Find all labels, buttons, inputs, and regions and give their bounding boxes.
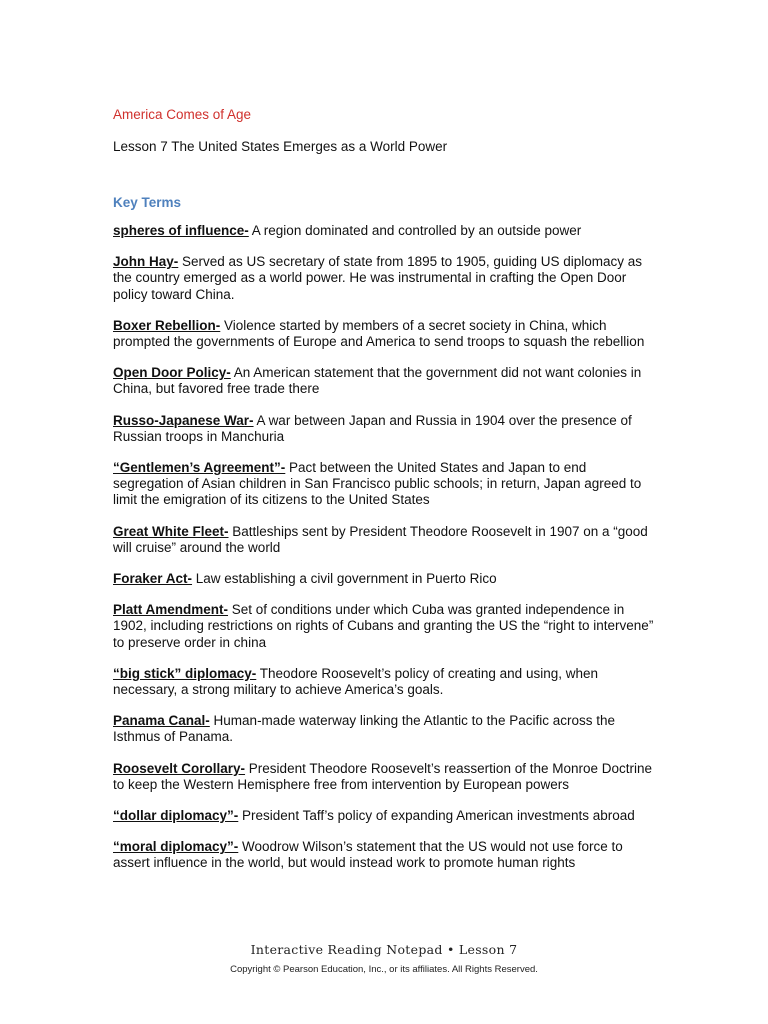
term-entry (113, 318, 659, 350)
term-definition: A region dominated and controlled by an outside power (248, 223, 582, 238)
term-entry (113, 602, 659, 651)
term-definition: President Theodore Roosevelt’s reassertion of the Monroe Doctrine to keep the Western Hemisphere free from intervention by European powers (113, 760, 653, 792)
document-title: America Comes of Age (113, 107, 252, 122)
term-definition: Theodore Roosevelt’s policy of creating and using, when necessary, a strong military to achieve America’s goals. (113, 665, 598, 698)
term-name: Platt Amendment- (113, 602, 229, 618)
term-definition: Battleships sent by President Theodore Roosevelt in 1907 on a “good will cruise” around the world (113, 523, 648, 555)
document-page (113, 106, 659, 887)
term-name: “big stick” diplomacy- (113, 665, 257, 681)
term-definition: Human-made waterway linking the Atlantic to the Pacific across the Isthmus of Panama. (113, 713, 615, 745)
term-entry (113, 808, 659, 824)
term-definition: A war between Japan and Russia in 1904 over the presence of Russian troops in Manchuria (113, 412, 632, 444)
term-name: spheres of influence- (113, 223, 249, 238)
term-name: “moral diplomacy”- (113, 839, 239, 855)
term-name: Russo-Japanese War- (113, 412, 254, 428)
term-entry (113, 460, 659, 509)
term-entry (113, 365, 659, 397)
footer-copyright: Copyright © Pearson Education, Inc., or its affiliates. All Rights Reserved. (230, 964, 538, 975)
term-entry (113, 524, 659, 556)
footer-notepad-label: Interactive Reading Notepad • Lesson 7 (250, 942, 518, 957)
term-definition: President Taff’s policy of expanding American investments abroad (238, 808, 635, 824)
term-definition: Violence started by members of a secret society in China, which prompted the governments of Europe and America to send troops to squash the rebellion (113, 317, 645, 350)
term-definition: Pact between the United States and Japan to end segregation of Asian children in San Francisco public schools; in return, Japan agreed to limit the emigration of its citizens to the United States (113, 460, 642, 508)
term-entry (113, 571, 659, 587)
term-name: Roosevelt Corollary- (113, 760, 246, 776)
term-entry (113, 666, 659, 698)
term-name: “Gentlemen’s Agreement”- (113, 460, 286, 476)
term-entry (113, 839, 659, 871)
term-definition: Law establishing a civil government in Puerto Rico (192, 571, 497, 587)
term-definition: Set of conditions under which Cuba was granted independence in 1902, including restrictions on rights of Cubans and granting the US the “right to intervene” to preserve order in china (113, 602, 654, 650)
term-entry (113, 254, 659, 303)
term-entry (113, 413, 659, 445)
term-name: Foraker Act- (113, 571, 193, 587)
term-definition: Served as US secretary of state from 1895 to 1905, guiding US diplomacy as the country emerged as a world power. He was instrumental in crafting the Open Door policy toward China. (113, 254, 643, 302)
term-name: Panama Canal- (113, 713, 210, 729)
term-name: Great White Fleet- (113, 523, 229, 539)
lesson-title: Lesson 7 The United States Emerges as a World Power (113, 139, 448, 154)
term-name: “dollar diplomacy”- (113, 808, 239, 824)
term-entry (113, 223, 659, 239)
term-definition: An American statement that the government did not want colonies in China, but favored free trade there (113, 365, 642, 397)
term-entry (113, 761, 659, 793)
term-definition: Woodrow Wilson’s statement that the US would not use force to assert influence in the world, but would instead work to promote human rights (113, 839, 623, 871)
key-terms-heading: Key Terms (113, 195, 182, 210)
term-name: John Hay- (113, 254, 179, 270)
term-entry (113, 713, 659, 745)
key-terms-list (113, 223, 659, 872)
term-name: Open Door Policy- (113, 365, 231, 381)
term-name: Boxer Rebellion- (113, 317, 221, 333)
